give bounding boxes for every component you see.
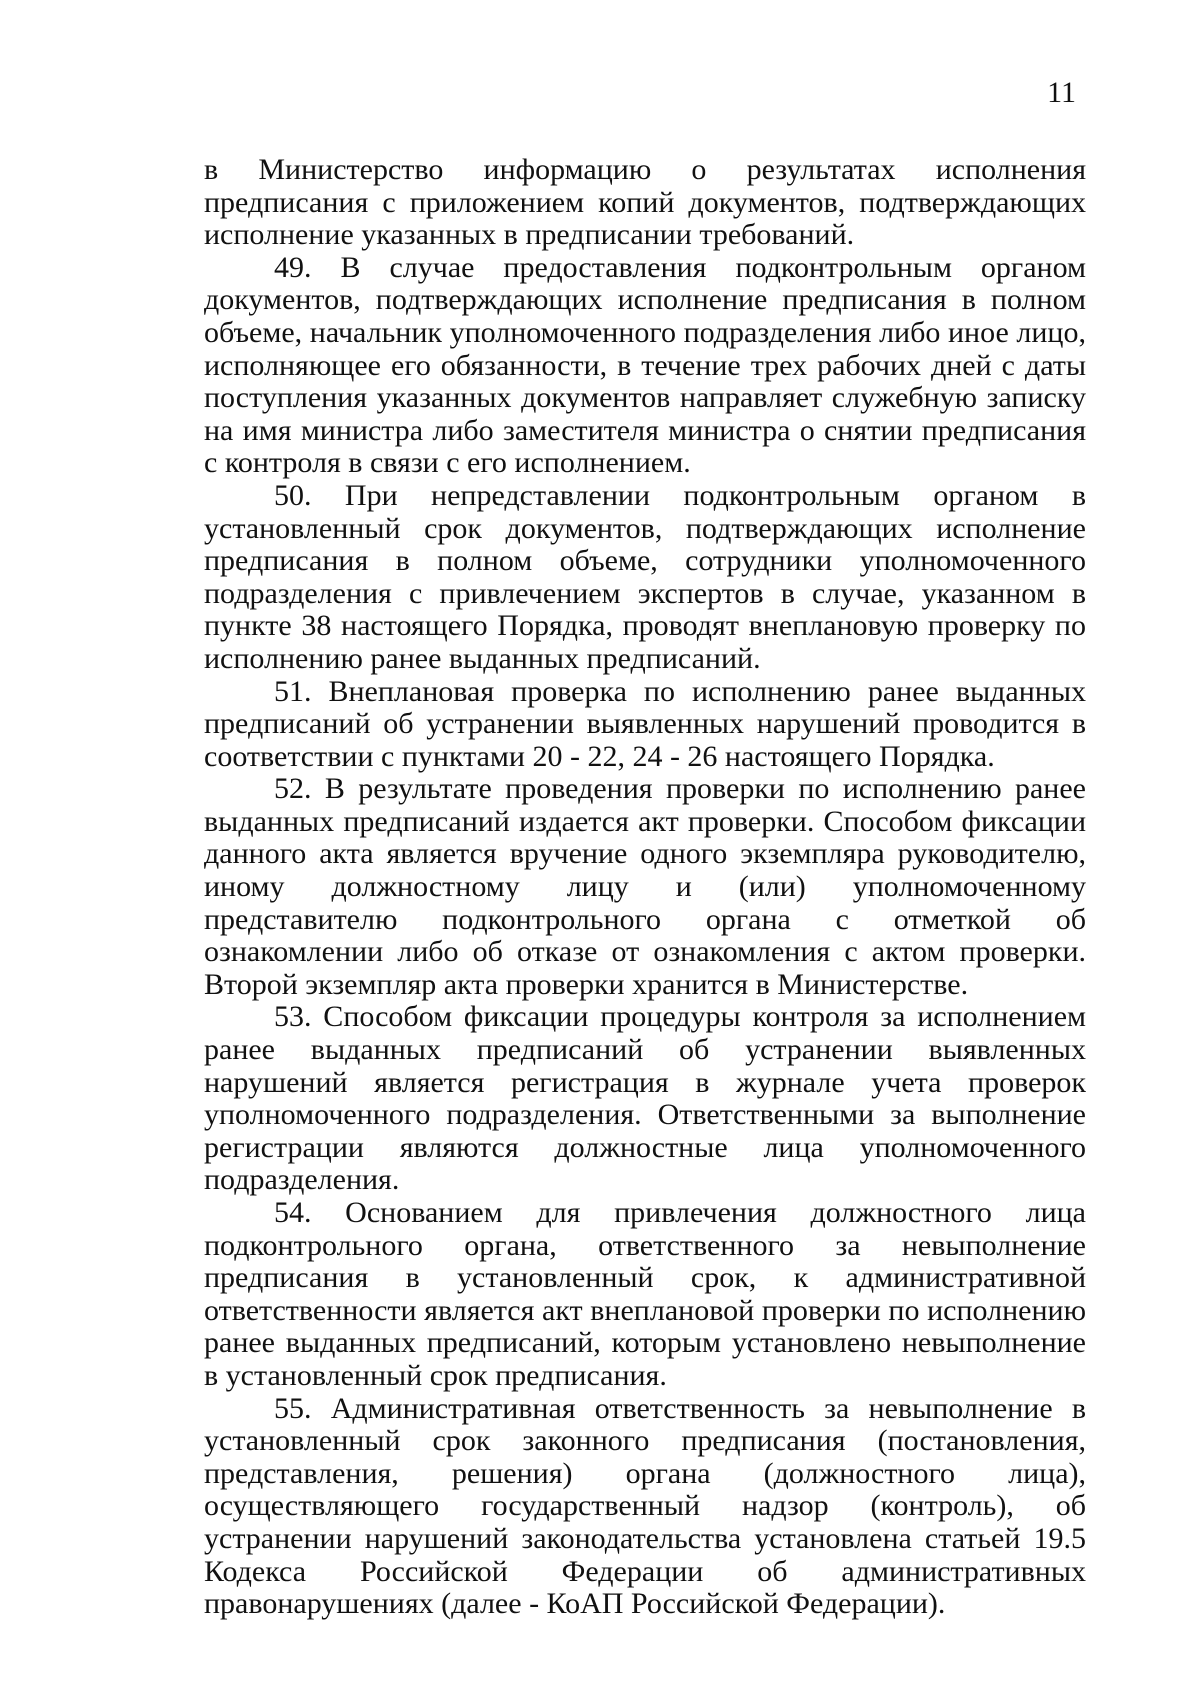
document-body bbox=[204, 154, 1086, 1621]
paragraph-54: 54. Основанием для привлечения должностного лица подконтрольного органа, ответственного за невыполнение предписания в установленный срок, к административной ответственности является акт внеплановой проверки по исполнению ранее выданных предписаний, которым установлено невыполнение в установленный срок предписания. bbox=[204, 1196, 1086, 1392]
paragraph-50: 50. При непредставлении подконтрольным органом в установленный срок документов, подтверждающих исполнение предписания в полном объеме, сотрудники уполномоченного подразделения с привлечением экспертов в случае, указанном в пункте 38 настоящего Порядка, проводят внеплановую проверку по исполнению ранее выданных предписаний. bbox=[204, 478, 1086, 675]
paragraph-55: 55. Административная ответственность за невыполнение в установленный срок законного предписания (постановления, представления, решения) органа (должностного лица), осуществляющего государственный надзор (контроль), об устранении нарушений законодательства установлена статьей 19.5 Кодекса Российской Федерации об административных правонарушениях (далее - КоАП Российской Федерации). bbox=[204, 1391, 1086, 1621]
paragraph-52: 52. В результате проведения проверки по исполнению ранее выданных предписаний издается акт проверки. Способом фиксации данного акта является вручение одного экземпляра руководителю, иному должностному лицу и (или) уполномоченному представителю подконтрольного органа с отметкой об ознакомлении либо об отказе от ознакомления с актом проверки. Второй экземпляр акта проверки хранится в Министерстве. bbox=[204, 772, 1086, 1001]
paragraph-49: 49. В случае предоставления подконтрольным органом документов, подтверждающих исполнение предписания в полном объеме, начальник уполномоченного подразделения либо иное лицо, исполняющее его обязанности, в течение трех рабочих дней с даты поступления указанных документов направляет служебную записку на имя министра либо заместителя министра о снятии предписания с контроля в связи с его исполнением. bbox=[204, 250, 1086, 480]
paragraph-continuation: в Министерство информацию о результатах исполнения предписания с приложением копий документов, подтверждающих исполнение указанных в предписании требований. bbox=[204, 153, 1086, 252]
page-number: 11 bbox=[1047, 76, 1076, 109]
paragraph-53: 53. Способом фиксации процедуры контроля за исполнением ранее выданных предписаний об устранении выявленных нарушений является регистрация в журнале учета проверок уполномоченного подразделения. Ответственными за выполнение регистрации являются должностные лица уполномоченного подразделения. bbox=[204, 1000, 1086, 1197]
paragraph-51: 51. Внеплановая проверка по исполнению ранее выданных предписаний об устранении выявленных нарушений проводится в соответствии с пунктами 20 - 22, 24 - 26 настоящего Порядка. bbox=[204, 674, 1086, 773]
